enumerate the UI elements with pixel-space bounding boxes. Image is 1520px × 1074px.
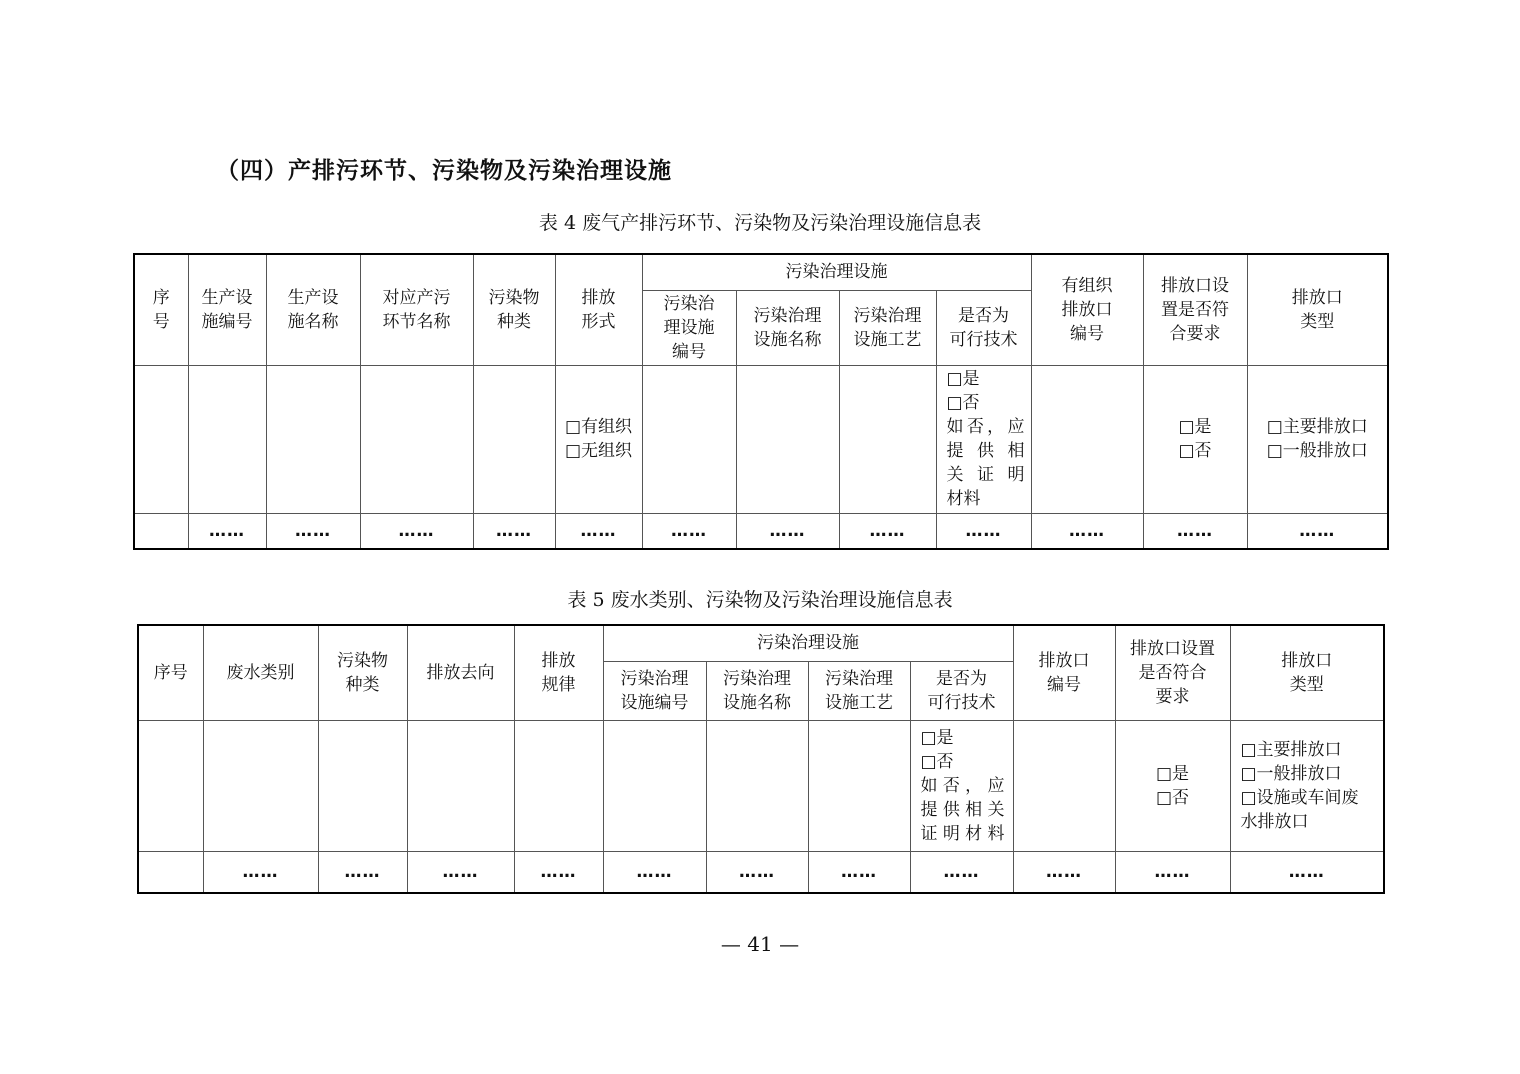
t4-outlet-main[interactable]: □主要排放口 [1266, 417, 1368, 437]
t5-ellipsis: …… [1115, 851, 1230, 893]
section-title: （四）产排污环节、污染物及污染治理设施 [216, 157, 672, 184]
t4-h-outlet-type: 排放口 类型 [1247, 254, 1388, 365]
t5-h-feasible: 是否为 可行技术 [910, 661, 1013, 720]
table4-caption: 表 4 废气产排污环节、污染物及污染治理设施信息表 [538, 212, 982, 234]
t5-feasible-note-1: 如否，应 [920, 775, 1005, 796]
t4-option-organized[interactable]: □有组织 [564, 417, 633, 437]
t5-ellipsis: …… [706, 851, 808, 893]
t4-cell-treatment-name [736, 365, 839, 513]
t5-outlet-workshop-cont: 水排放口 [1240, 811, 1309, 832]
t4-cell-outlet-compliant [1143, 365, 1247, 513]
t5-h-wastewater-type: 废水类别 [203, 625, 318, 720]
table5-caption: 表 5 废水类别、污染物及污染治理设施信息表 [567, 589, 953, 611]
t4-cell-facility-code [188, 365, 266, 513]
table5-data-row [138, 720, 1384, 851]
t4-h-feasible: 是否为 可行技术 [936, 290, 1031, 365]
t5-feasible-note-2: 提供相关 [920, 799, 1005, 820]
t5-h-outlet-type: 排放口 类型 [1230, 625, 1384, 720]
t5-compliant-yes[interactable]: □是 [1155, 763, 1190, 784]
t5-h-destination: 排放去向 [407, 625, 514, 720]
t5-outlet-main[interactable]: □主要排放口 [1240, 739, 1342, 760]
table5-wastewater [137, 624, 1385, 894]
t5-ellipsis: …… [1230, 851, 1384, 893]
t4-feasible-yes[interactable]: □是 [946, 369, 980, 389]
t5-ellipsis: …… [407, 851, 514, 893]
t5-ellipsis: …… [318, 851, 407, 893]
t5-ellipsis: …… [603, 851, 706, 893]
t5-cell-outlet-type [1230, 720, 1384, 851]
t5-cell-treatment-name [706, 720, 808, 851]
t4-cell-outlet-type [1247, 365, 1388, 513]
t5-cell-destination [407, 720, 514, 851]
t4-ellipsis: …… [360, 513, 473, 549]
t4-ellipsis: …… [936, 513, 1031, 549]
t5-ellipsis: …… [1013, 851, 1115, 893]
t5-feasible-yes[interactable]: □是 [920, 727, 954, 748]
t5-cell-outlet-code [1013, 720, 1115, 851]
table4-ellipsis-row [134, 513, 1388, 549]
t4-ellipsis: …… [736, 513, 839, 549]
t4-outlet-general[interactable]: □一般排放口 [1266, 441, 1368, 461]
t5-outlet-general[interactable]: □一般排放口 [1240, 763, 1342, 784]
t4-feasible-note-3: 关 证 明 [946, 465, 1025, 485]
table4-exhaust-gas [133, 253, 1389, 550]
t4-ellipsis: …… [555, 513, 642, 549]
t4-cell-pollutant [473, 365, 555, 513]
t5-ellipsis: …… [203, 851, 318, 893]
t4-h-discharge-form: 排放 形式 [555, 254, 642, 365]
t4-h-pollutant: 污染物 种类 [473, 254, 555, 365]
t4-h-outlet-compliant: 排放口设 置是否符 合要求 [1143, 254, 1247, 365]
t4-ellipsis: …… [1143, 513, 1247, 549]
t4-feasible-note-4: 材料 [946, 489, 981, 509]
t4-cell-treatment-code [642, 365, 736, 513]
t4-feasible-note-2: 提 供 相 [946, 441, 1025, 461]
t5-cell-pattern [514, 720, 603, 851]
t5-h-treatment-name: 污染治理 设施名称 [706, 661, 808, 720]
page-number: — 41 — [720, 932, 800, 956]
t4-h-facility-code: 生产设 施编号 [188, 254, 266, 365]
t4-h-treatment-group: 污染治理设施 [642, 254, 1031, 290]
t4-h-treatment-process: 污染治理 设施工艺 [839, 290, 936, 365]
t5-cell-treatment-code [603, 720, 706, 851]
t5-ellipsis-seq [138, 851, 203, 893]
t4-ellipsis-seq [134, 513, 188, 549]
t5-cell-outlet-compliant [1115, 720, 1230, 851]
t5-compliant-no[interactable]: □否 [1155, 787, 1190, 808]
t4-h-treatment-code: 污染治 理设施 编号 [642, 290, 736, 365]
t4-h-outlet-code: 有组织 排放口 编号 [1031, 254, 1143, 365]
t5-cell-pollutant [318, 720, 407, 851]
t4-cell-treatment-process [839, 365, 936, 513]
t4-option-unorganized[interactable]: □无组织 [564, 441, 633, 461]
t5-ellipsis: …… [910, 851, 1013, 893]
t4-ellipsis: …… [1247, 513, 1388, 549]
t4-ellipsis: …… [642, 513, 736, 549]
t5-h-treatment-group: 污染治理设施 [603, 625, 1013, 661]
t4-cell-facility-name [266, 365, 360, 513]
t5-cell-feasible [910, 720, 1013, 851]
t4-cell-feasible [936, 365, 1031, 513]
t5-cell-wastewater-type [203, 720, 318, 851]
t4-ellipsis: …… [473, 513, 555, 549]
t4-cell-discharge-form [555, 365, 642, 513]
t5-h-outlet-code: 排放口 编号 [1013, 625, 1115, 720]
t4-cell-outlet-code [1031, 365, 1143, 513]
t4-compliant-no[interactable]: □否 [1178, 441, 1212, 461]
t4-feasible-note-1: 如否，应 [946, 417, 1025, 437]
t4-ellipsis: …… [1031, 513, 1143, 549]
t5-feasible-note-3: 证明材料 [920, 823, 1005, 844]
table4-data-row [134, 365, 1388, 513]
t5-h-pattern: 排放 规律 [514, 625, 603, 720]
t4-h-link-name: 对应产污 环节名称 [360, 254, 473, 365]
t4-cell-seq [134, 365, 188, 513]
t4-ellipsis: …… [839, 513, 936, 549]
table5-ellipsis-row [138, 851, 1384, 893]
table5-header-row-1 [138, 625, 1384, 661]
t4-cell-link-name [360, 365, 473, 513]
t4-h-facility-name: 生产设 施名称 [266, 254, 360, 365]
t5-ellipsis: …… [808, 851, 910, 893]
t5-outlet-workshop[interactable]: □设施或车间废 [1240, 787, 1359, 808]
t5-h-seq: 序号 [138, 625, 203, 720]
t4-feasible-no[interactable]: □否 [946, 393, 980, 413]
t5-cell-seq [138, 720, 203, 851]
t4-ellipsis: …… [266, 513, 360, 549]
t5-h-treatment-process: 污染治理 设施工艺 [808, 661, 910, 720]
t5-h-outlet-compliant: 排放口设置 是否符合 要求 [1115, 625, 1230, 720]
t5-h-treatment-code: 污染治理 设施编号 [603, 661, 706, 720]
t5-cell-treatment-process [808, 720, 910, 851]
t4-ellipsis: …… [188, 513, 266, 549]
t4-compliant-yes[interactable]: □是 [1178, 417, 1212, 437]
t4-h-seq: 序 号 [134, 254, 188, 365]
t5-ellipsis: …… [514, 851, 603, 893]
t5-feasible-no[interactable]: □否 [920, 751, 954, 772]
table4-header-row-1 [134, 254, 1388, 290]
t4-h-treatment-name: 污染治理 设施名称 [736, 290, 839, 365]
t5-h-pollutant: 污染物 种类 [318, 625, 407, 720]
